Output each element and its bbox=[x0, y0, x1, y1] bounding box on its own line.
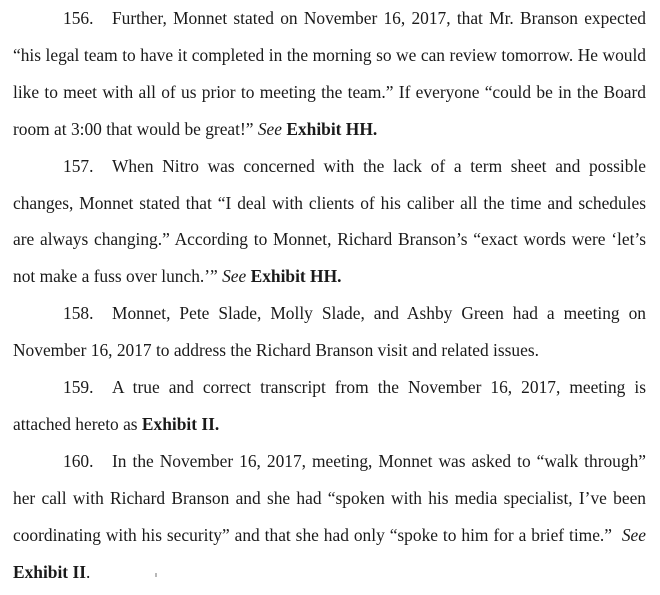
paragraph-text: In the November 16, 2017, meeting, Monnet was asked to “walk through” her call with Richard Branson and she had “spoken with his media specialist, I’ve been coordinating with his security” and that she had only “spoke to him for a brief time.” bbox=[13, 450, 646, 545]
paragraph-number: 159. bbox=[63, 377, 94, 398]
paragraph-number: 157. bbox=[63, 155, 94, 176]
paragraph-number: 156. bbox=[63, 8, 94, 28]
paragraph-156 bbox=[13, 0, 646, 148]
scan-artifact bbox=[155, 573, 157, 577]
paragraph-text: A true and correct transcript from the November 16, 2017, meeting is attached hereto as bbox=[13, 377, 646, 434]
paragraph-number: 158. bbox=[63, 303, 94, 324]
paragraph-number: 160. bbox=[63, 450, 94, 471]
see-signal: See bbox=[621, 524, 646, 545]
paragraph-157 bbox=[13, 148, 646, 296]
paragraph-159 bbox=[13, 369, 646, 443]
exhibit-reference: Exhibit II bbox=[13, 561, 86, 582]
paragraph-160 bbox=[13, 443, 646, 591]
exhibit-reference: Exhibit HH. bbox=[286, 118, 378, 139]
paragraph-text: When Nitro was concerned with the lack of a term sheet and possible changes, Monnet stated that “I deal with clients of his caliber all the time and schedules are always changing.” According to Monnet, Richard Branson’s “exact words were ‘let’s not make a fuss over lunch.’” bbox=[13, 155, 646, 287]
exhibit-reference: Exhibit II. bbox=[141, 413, 220, 434]
paragraph-text: Monnet, Pete Slade, Molly Slade, and Ashby Green had a meeting on November 16, 2017 to address the Richard Branson visit and related issues. bbox=[13, 303, 646, 361]
see-signal: See bbox=[222, 266, 247, 287]
see-signal: See bbox=[257, 118, 282, 139]
exhibit-reference: Exhibit HH. bbox=[250, 266, 342, 287]
paragraph-text: Further, Monnet stated on November 16, 2017, that Mr. Branson expected “his legal team to have it completed in the morning so we can review tomorrow. He would like to meet with all of us prior to meeting the team.” If everyone “could be in the Board room at 3:00 that would be great!” bbox=[13, 8, 646, 139]
paragraph-158 bbox=[13, 295, 646, 369]
document-page bbox=[13, 0, 646, 591]
trailing-punctuation: . bbox=[85, 561, 91, 582]
